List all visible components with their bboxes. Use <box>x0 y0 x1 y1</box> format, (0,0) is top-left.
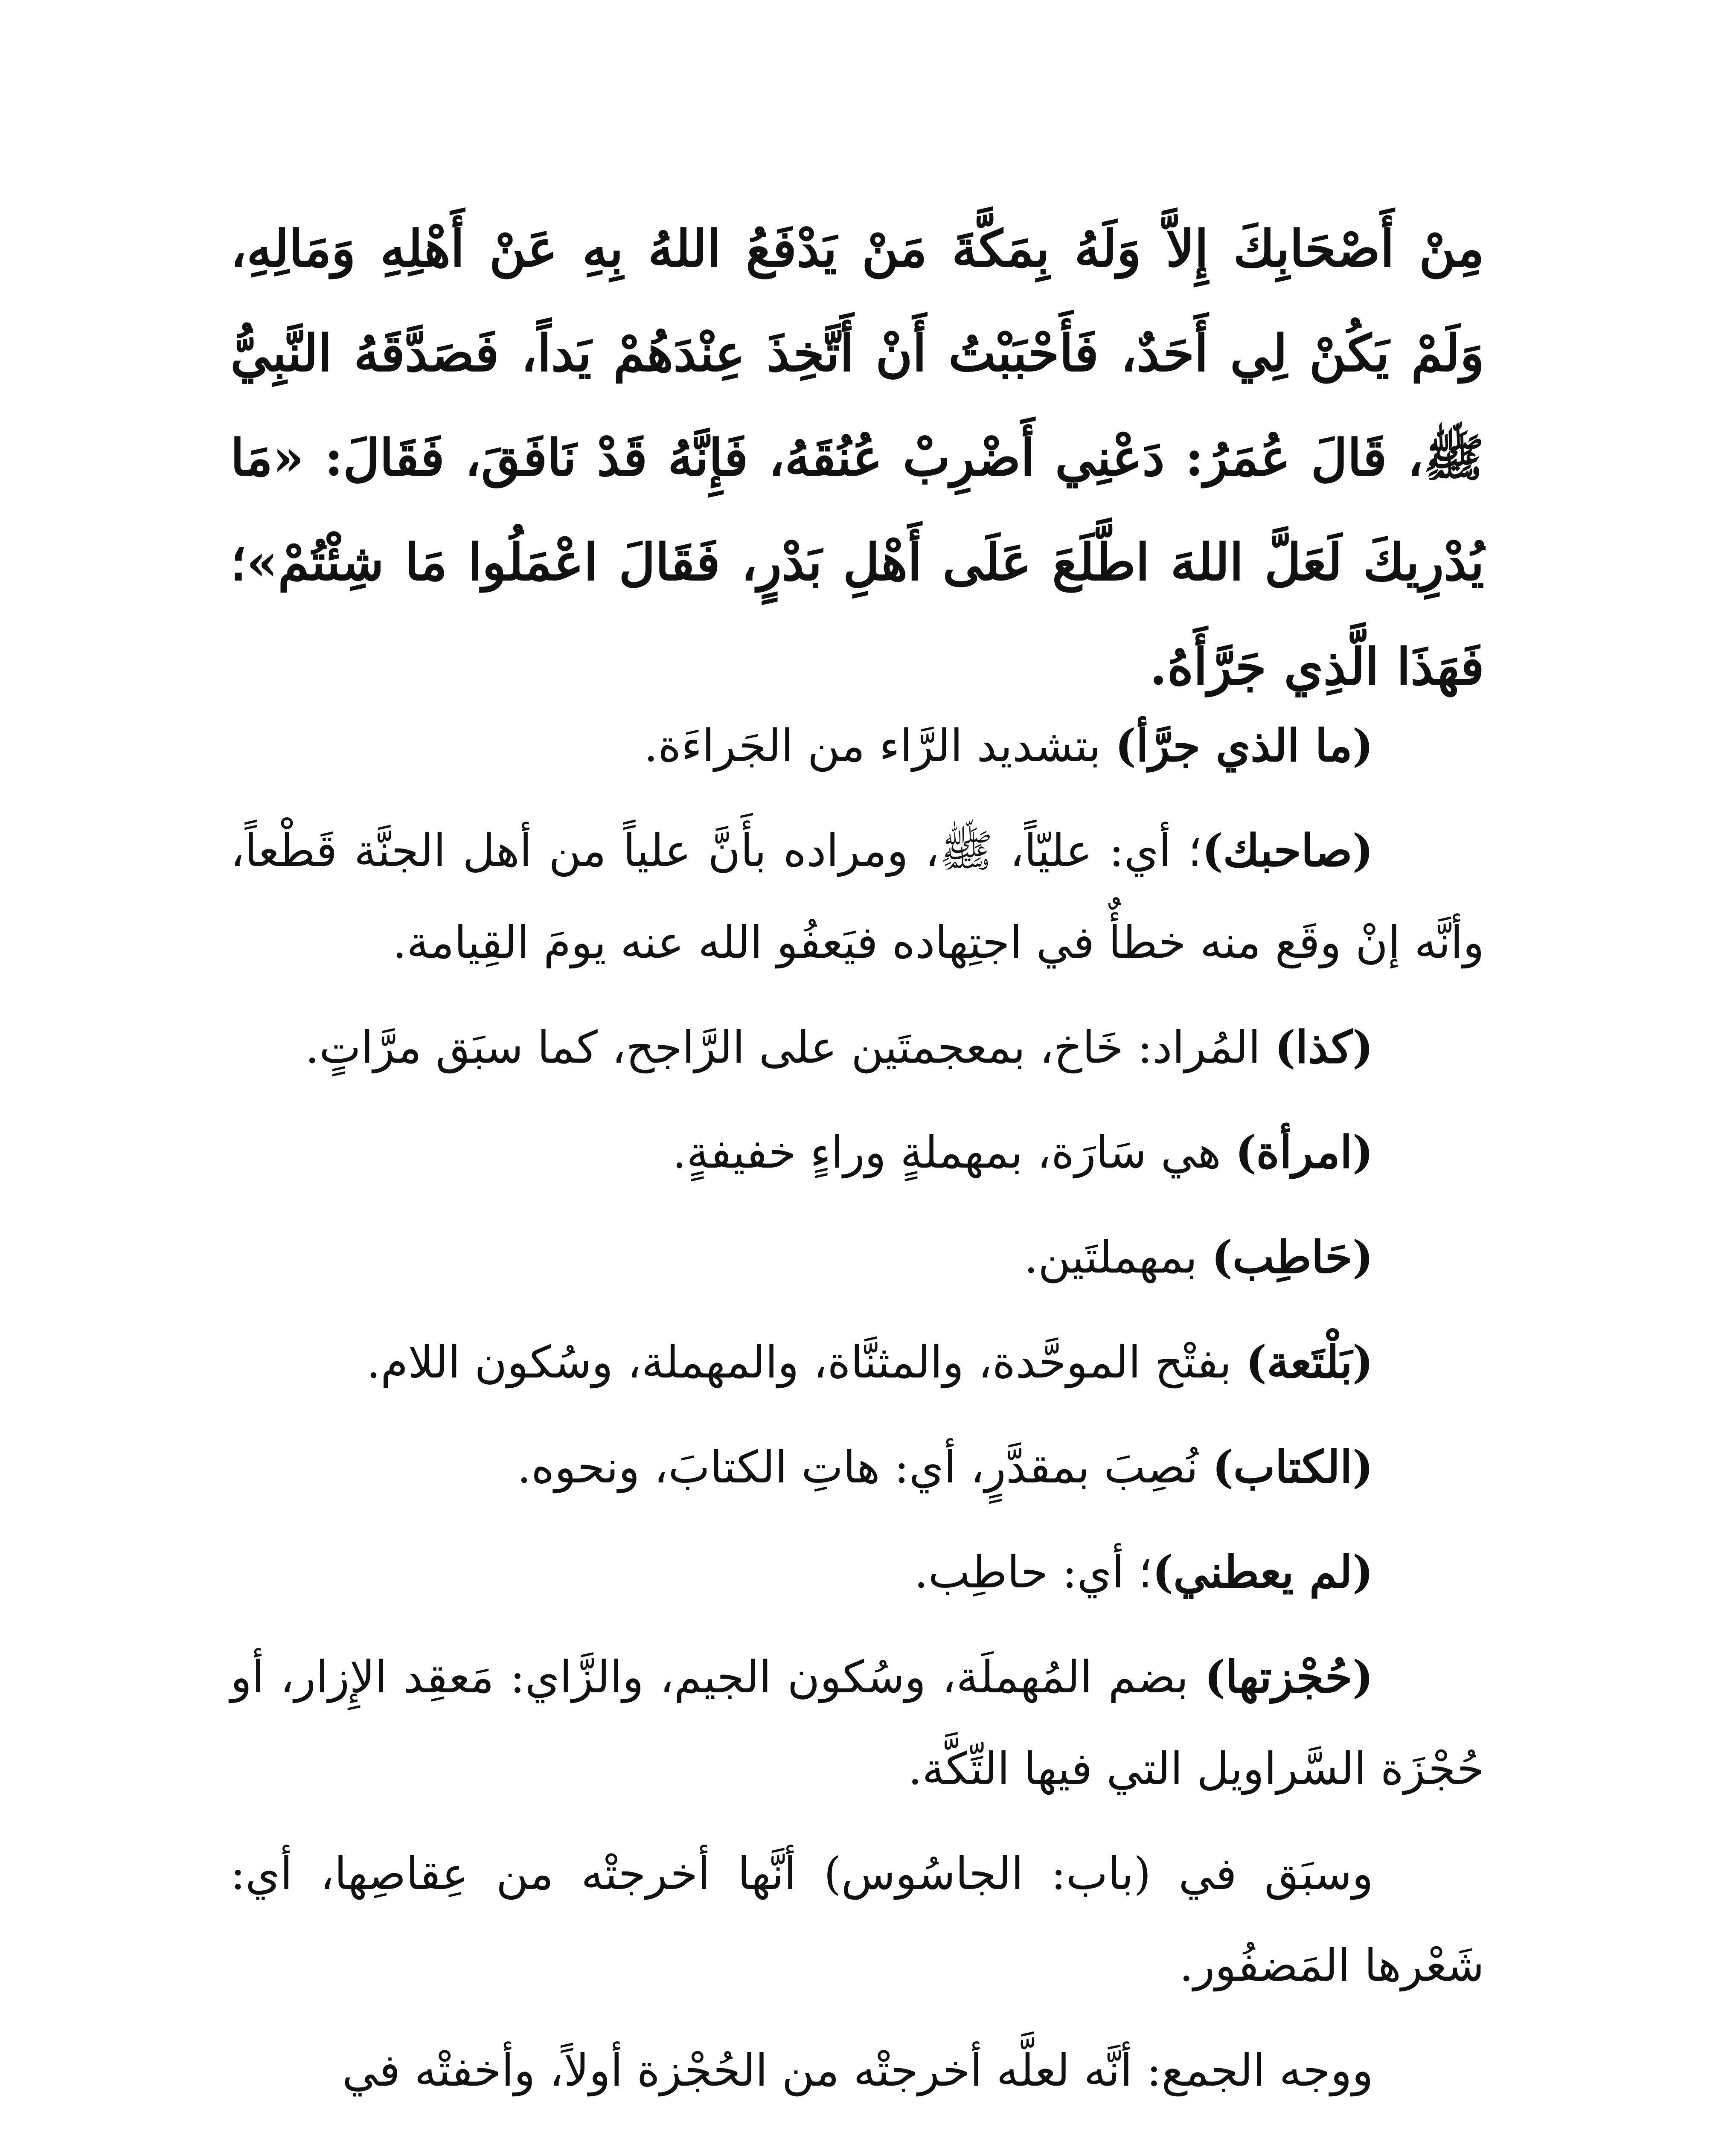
note-paragraph <box>230 1631 1484 1815</box>
note-term: (حُجْزتها) <box>1204 1651 1373 1703</box>
note-term: (لم يعطني) <box>1152 1546 1373 1598</box>
note-paragraph <box>230 1211 1484 1303</box>
note-term: (صاحبك) <box>1202 824 1373 877</box>
note-text: بتشديد الرَّاء من الجَراءَة. <box>644 720 1115 772</box>
commentary-notes <box>230 700 1484 2129</box>
note-text: ووجه الجمع: أنَّه لعلَّه أخرجتْه من الحُجْزة أولاً، وأخفتْه في <box>342 2044 1373 2096</box>
note-text: المُراد: خَاخ، بمعجمتَين على الرَّاجح، كما سبَق مرَّاتٍ. <box>305 1021 1275 1073</box>
note-term: (امرأة) <box>1235 1126 1373 1178</box>
note-paragraph <box>230 2024 1484 2116</box>
note-paragraph <box>230 805 1484 988</box>
note-text: هي سَارَة، بمهملةٍ وراءٍ خفيفةٍ. <box>672 1126 1236 1178</box>
note-term: (ما الذي جرَّأ) <box>1115 719 1373 772</box>
note-term: (حَاطِب) <box>1211 1231 1373 1283</box>
note-term: (الكتاب) <box>1212 1441 1373 1493</box>
note-text: بمهملتَين. <box>1024 1231 1212 1283</box>
note-text: بضم المُهملَة، وسُكون الجيم، والزَّاي: مَعقِد الإِزار، أو حُجْزَة السَّراويل التي فيها التِّكَّة. <box>230 1651 1484 1795</box>
note-paragraph <box>230 700 1484 792</box>
note-term: (كذا) <box>1274 1021 1373 1073</box>
note-paragraph <box>230 1828 1484 2011</box>
note-paragraph <box>230 1106 1484 1198</box>
note-paragraph <box>230 1526 1484 1618</box>
note-paragraph <box>230 1421 1484 1513</box>
note-text: ؛ أي: حاطِب. <box>914 1546 1152 1598</box>
note-paragraph <box>230 1001 1484 1093</box>
note-text: ؛ أي: عليّاً، ﷺ، ومراده بأَنَّ علياً من أهل الجنَّة قَطْعاً، وأنَّه إنْ وقَع منه خطأٌ في اجتِهاده فيَعفُو الله عنه يومَ القِيامة. <box>230 825 1484 968</box>
note-text: بفتْح الموحَّدة، والمثنَّاة، والمهملة، وسُكون اللام. <box>366 1336 1246 1388</box>
hadith-text: مِنْ أَصْحَابِكَ إِلاَّ وَلَهُ بِمَكَّةَ مَنْ يَدْفَعُ اللهُ بِهِ عَنْ أَهْلِهِ وَمَالِهِ، وَلَمْ يَكُنْ لِي أَحَدٌ، فَأَحْبَبْتُ أَنْ أَتَّخِذَ عِنْدَهُمْ يَداً، فَصَدَّقَهُ النَّبِيُّ ﷺ، قَالَ عُمَرُ: دَعْنِي أَضْرِبْ عُنُقَهُ، فَإِنَّهُ قَدْ نَافَقَ، فَقَالَ: «مَا يُدْرِيكَ لَعَلَّ اللهَ اطَّلَعَ عَلَى أَهْلِ بَدْرٍ، فَقَالَ اعْمَلُوا مَا شِئْتُمْ»؛ فَهَذَا الَّذِي جَرَّأَهُ. <box>230 219 1484 696</box>
note-text: نُصِبَ بمقدَّرٍ، أي: هاتِ الكتابَ، ونحوه. <box>517 1441 1213 1493</box>
note-paragraph <box>230 1316 1484 1408</box>
note-term: (بَلْتَعة) <box>1245 1336 1373 1388</box>
note-text: وسبَق في (باب: الجاسُوس) أنَّها أخرجتْه من عِقاصِها، أي: شَعْرها المَضفُور. <box>230 1848 1484 1991</box>
